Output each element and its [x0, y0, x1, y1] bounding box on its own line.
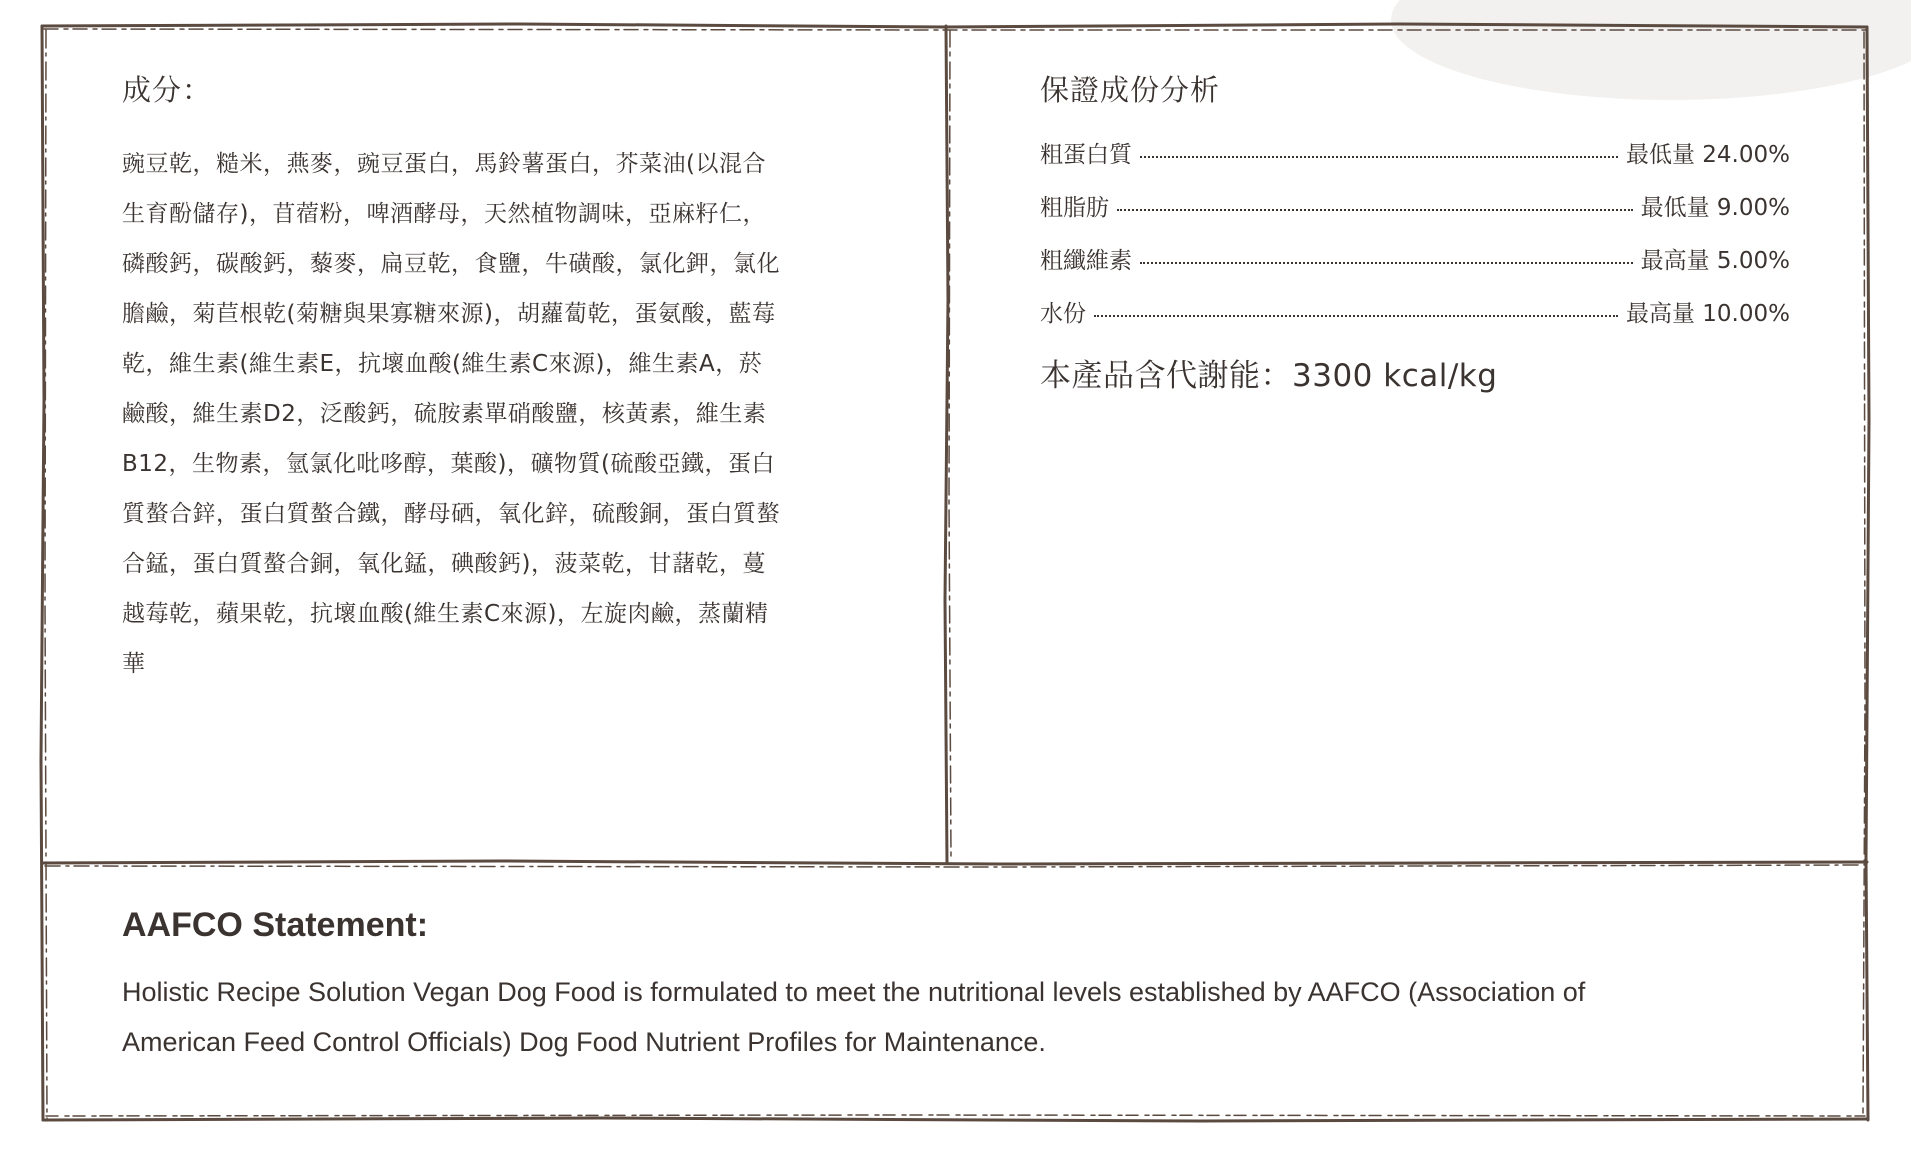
ingredients-line: 生育酚儲存)，苜蓿粉，啤酒酵母，天然植物調味，亞麻籽仁，: [122, 201, 766, 227]
analysis-name: 粗蛋白質: [1040, 142, 1132, 168]
analysis-name: 粗脂肪: [1040, 195, 1109, 221]
ingredients-line: 膽鹼，菊苣根乾(菊糖與果寡糖來源)，胡蘿蔔乾，蛋氨酸，藍莓: [122, 301, 776, 327]
ingredients-line: 越莓乾，蘋果乾，抗壞血酸(維生素C來源)，左旋肉鹼，蒸蘭精: [122, 601, 769, 627]
analysis-row-protein: [1040, 136, 1790, 189]
ingredients-heading: 成分：: [122, 73, 213, 107]
analysis-row-fat: [1040, 189, 1790, 242]
aafco-title: AAFCO Statement:: [122, 906, 429, 944]
aafco-line: American Feed Control Officials) Dog Food Nutrient Profiles for Maintenance.: [122, 1027, 1046, 1057]
aafco-panel: [122, 906, 1762, 1067]
analysis-value: 最低量 24.00%: [1625, 142, 1790, 168]
ingredients-line: 鹼酸，維生素D2，泛酸鈣，硫胺素單硝酸鹽，核黃素，維生素: [122, 401, 767, 427]
ingredients-line: 豌豆乾，糙米，燕麥，豌豆蛋白，馬鈴薯蛋白，芥菜油(以混合: [122, 151, 766, 177]
analysis-name: 粗纖維素: [1040, 248, 1132, 274]
ingredients-line: 華: [122, 651, 146, 677]
ingredients-line: 合錳，蛋白質螯合銅，氧化錳，碘酸鈣)，菠菜乾，甘藷乾，蔓: [122, 551, 766, 577]
metabolizable-energy: 本產品含代謝能：3300 kcal/kg: [1040, 358, 1498, 394]
dotted-leader: [1140, 156, 1618, 158]
aafco-statement: [122, 967, 1762, 1067]
analysis-heading: 保證成份分析: [1040, 73, 1221, 107]
dotted-leader: [1140, 262, 1633, 264]
analysis-name: 水份: [1040, 301, 1086, 327]
analysis-value: 最高量 5.00%: [1640, 248, 1790, 274]
analysis-value: 最低量 9.00%: [1640, 195, 1790, 221]
aafco-line: Holistic Recipe Solution Vegan Dog Food is formulated to meet the nutritional levels established by AAFCO (Association of: [122, 977, 1586, 1007]
analysis-value: 最高量 10.00%: [1625, 301, 1790, 327]
analysis-row-fiber: [1040, 242, 1790, 295]
dotted-leader: [1117, 209, 1633, 211]
ingredients-line: 乾，維生素(維生素E，抗壞血酸(維生素C來源)，維生素A，菸: [122, 351, 763, 377]
ingredients-line: 磷酸鈣，碳酸鈣，藜麥，扁豆乾，食鹽，牛磺酸，氯化鉀，氯化: [122, 251, 780, 277]
analysis-table: [1040, 136, 1790, 348]
ingredients-line: B12，生物素，氫氯化吡哆醇，葉酸)，礦物質(硫酸亞鐵，蛋白: [122, 451, 775, 477]
analysis-row-moisture: [1040, 295, 1790, 348]
ingredients-text: [122, 139, 882, 689]
guaranteed-analysis-panel: [1040, 68, 1790, 395]
ingredients-panel: [122, 68, 882, 689]
ingredients-line: 質螯合鋅，蛋白質螯合鐵，酵母硒，氧化鋅，硫酸銅，蛋白質螯: [122, 501, 780, 527]
dotted-leader: [1094, 315, 1618, 317]
